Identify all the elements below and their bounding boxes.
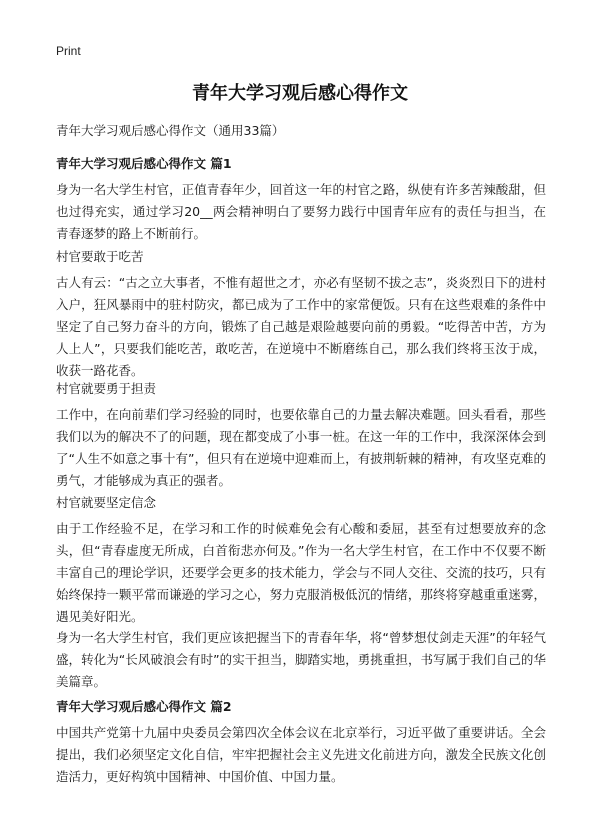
section-1-closing: 身为一名大学生村官，我们更应该把握当下的青春年华，将“曾梦想仗剑走天涯”的年轻气盛，转化为“长风破浪会有时”的实干担当，脚踏实地，勇挑重担，书写属于我们自己的华美篇章。 <box>56 630 546 689</box>
subsection-3-text: 由于工作经验不足，在学习和工作的时候难免会有心酸和委屈，甚至有过想要放弃的念头，但“青春虚度无所成，白首衔悲亦何及。”作为一名大学生村官，在工作中不仅要不断丰富自己的理论学识，还要学会更多的技术能力，学会与不同人交往、交流的技巧，只有始终保持一颗平常而谦逊的学习之心，努力克服消极低沉的情绪，那终将穿越重重迷雾，遇见美好阳光。 <box>56 521 546 624</box>
subsection-3-title: 村官就要坚定信念 <box>56 495 157 510</box>
subsection-2-title: 村官就要勇于担责 <box>56 381 157 396</box>
print-label[interactable]: Print <box>56 44 81 58</box>
subsection-1-text: 古人有云：“古之立大事者，不惟有超世之才，亦必有坚韧不拔之志”，炎炎烈日下的进村入户，狂风暴雨中的驻村防灾，都已成为了工作中的家常便饭。只有在这些艰难的条件中坚定了自己努力奋斗的方向，锻炼了自己越是艰险越要向前的勇毅。“吃得苦中苦，方为人上人”，只要我们能吃苦，敢吃苦，在逆境中不断磨练自己，那么我们终将玉汝于成，收获一路花香。 <box>56 275 546 378</box>
section-1-heading: 青年大学习观后感心得作文 篇1 <box>56 156 232 171</box>
section-2-text: 中国共产党第十九届中央委员会第四次全体会议在北京举行，习近平做了重要讲话。全会提出，我们必须坚定文化自信，牢牢把握社会主义先进文化前进方向，激发全民族文化创造活力，更好构筑中国精神、中国价值、中国力量。 <box>56 725 546 784</box>
section-1-intro: 身为一名大学生村官，正值青春年少，回首这一年的村官之路，纵使有许多苦辣酸甜，但也过得充实，通过学习20__两会精神明白了要努力践行中国青年应有的责任与担当，在青春逐梦的路上不断前行。 <box>56 182 546 241</box>
page-subtitle: 青年大学习观后感心得作文（通用33篇） <box>56 123 285 138</box>
page-title: 青年大学习观后感心得作文 <box>192 83 408 104</box>
section-2-heading: 青年大学习观后感心得作文 篇2 <box>56 699 232 714</box>
subsection-1-title: 村官要敢于吃苦 <box>56 249 144 264</box>
subsection-2-text: 工作中，在向前辈们学习经验的同时，也要依靠自己的力量去解决难题。回头看看，那些我们以为的解决不了的问题，现在都变成了小事一桩。在这一年的工作中，我深深体会到了“人生不如意之事十有”，但只有在逆境中迎难而上，有披荆斩棘的精神，有攻坚克难的勇气，才能够成为真正的强者。 <box>56 407 546 488</box>
